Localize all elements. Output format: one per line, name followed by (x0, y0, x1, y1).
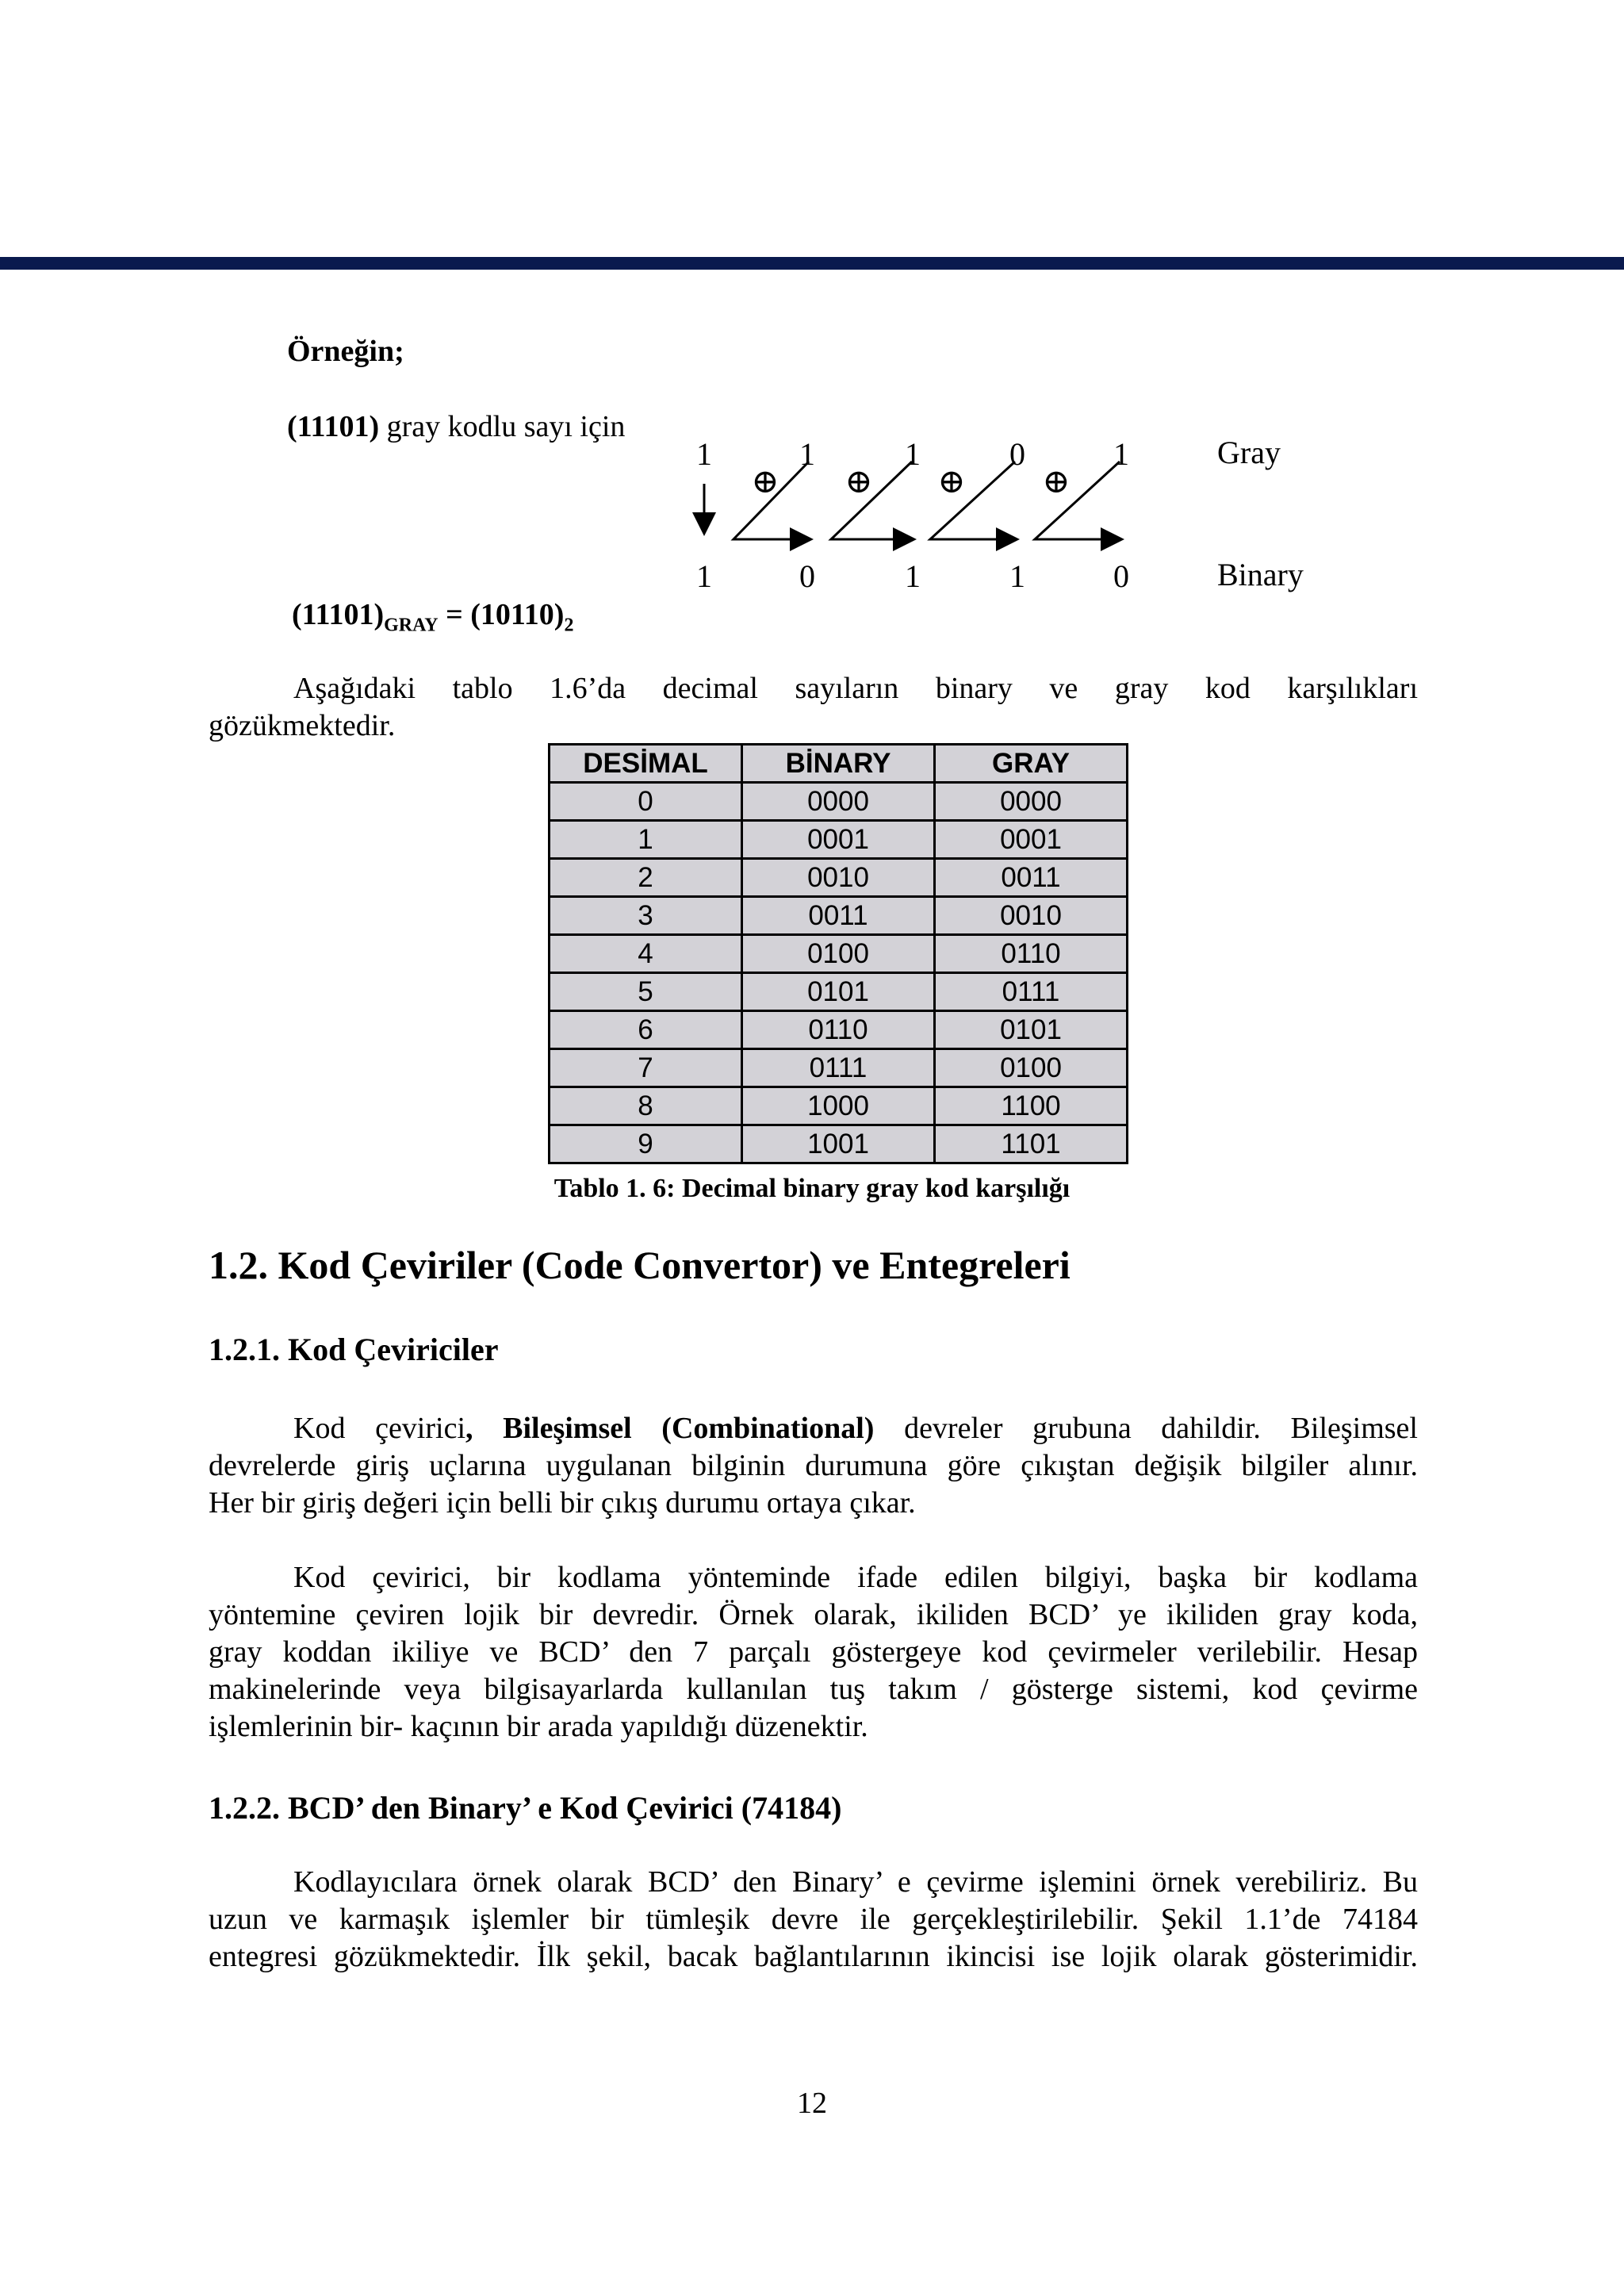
table-caption: Tablo 1. 6: Decimal binary gray kod karşılığı (553, 1174, 1071, 1203)
table-row (550, 973, 1128, 1011)
diagonal-arrow-icon (930, 462, 1015, 539)
table-cell: 0110 (742, 1011, 935, 1049)
xor-icon: ⊕ (937, 464, 966, 500)
section-title: 1.2. Kod Çeviriler (Code Convertor) ve Entegreleri (209, 1243, 1071, 1287)
gray-label: Gray (1217, 435, 1281, 470)
table-cell: 0000 (742, 783, 935, 821)
binary-digit: 0 (799, 558, 815, 594)
example-heading: Örneğin; (287, 335, 404, 368)
diagonal-arrow-icon (1035, 462, 1120, 539)
gray-digit: 0 (1009, 436, 1025, 472)
table-cell: 0101 (742, 973, 935, 1011)
decimal-binary-gray-table (548, 743, 1128, 1164)
table-row (550, 935, 1128, 973)
table-cell: 1000 (742, 1087, 935, 1125)
table-cell: 1 (550, 821, 742, 859)
gray-digit: 1 (696, 436, 712, 472)
page-number: 12 (797, 2087, 827, 2120)
example-intro: (11101) gray kodlu sayı için (287, 410, 626, 443)
conversion-equation: $(11101)_{GRAY} = (10110)_2$ (292, 598, 574, 636)
table-row (550, 1049, 1128, 1087)
table-cell: 0 (550, 783, 742, 821)
table-cell: 0111 (935, 973, 1128, 1011)
table-cell: 0100 (742, 935, 935, 973)
table-cell: 0011 (742, 897, 935, 935)
paragraph-kod-cevirici: Kod çevirici, Bileşimsel (Combinational) devreler grubuna dahildir. Bileşimsel devrelerde giriş uçlarına uygulanan bilginin durumuna göre çıkıştan değişik bilgiler alınır. Her bir giriş değeri için belli bir çıkış durumu ortaya çıkar. (209, 1412, 1418, 1520)
table-cell: 9 (550, 1125, 742, 1163)
column-header: BİNARY (742, 745, 935, 783)
table-cell: 6 (550, 1011, 742, 1049)
table-cell: 8 (550, 1087, 742, 1125)
xor-icon: ⊕ (1042, 464, 1071, 500)
table-row (550, 783, 1128, 821)
diagonal-arrow-icon (831, 462, 912, 539)
binary-digit: 1 (1009, 558, 1025, 594)
binary-digit: 1 (696, 558, 712, 594)
table-cell: 0101 (935, 1011, 1128, 1049)
paragraph-kod-cevirici-tanim: Kod çevirici, bir kodlama yönteminde ifade edilen bilgiyi, başka bir kodlama yöntemine çeviren lojik bir devredir. Örnek olarak, ikiliden BCD’ ye ikiliden gray koda, gray koddan ikiliye ve BCD’ den 7 parçalı göstergeye kod çevirmeler verilebilir. Hesap makinelerinde veya bilgisayarlarda kullanılan tuş takım / gösterge sistemi, kod çevirme işlemlerinin bir- kaçının bir arada yapıldığı düzenektir. (209, 1561, 1418, 1743)
table-cell: 0100 (935, 1049, 1128, 1087)
column-header: DESİMAL (550, 745, 742, 783)
table-cell: 4 (550, 935, 742, 973)
gray-digit: 1 (1113, 436, 1129, 472)
table-cell: 7 (550, 1049, 742, 1087)
table-cell: 0001 (742, 821, 935, 859)
table-row (550, 1087, 1128, 1125)
subsection-title: 1.2.1. Kod Çeviriciler (209, 1332, 499, 1367)
table-cell: 1101 (935, 1125, 1128, 1163)
diagonal-arrow-icon (733, 462, 809, 539)
table-row (550, 859, 1128, 897)
subsection-title: 1.2.2. BCD’ den Binary’ e Kod Çevirici (74184) (209, 1790, 842, 1826)
binary-digit: 0 (1113, 558, 1129, 594)
xor-arrows-svg (0, 0, 1624, 603)
table-cell: 0000 (935, 783, 1128, 821)
table-cell: 0010 (935, 897, 1128, 935)
table-row (550, 897, 1128, 935)
table-cell: 3 (550, 897, 742, 935)
binary-label: Binary (1217, 557, 1304, 592)
table-cell: 0010 (742, 859, 935, 897)
gray-digit: 1 (799, 436, 815, 472)
binary-digit: 1 (905, 558, 921, 594)
table-intro-paragraph: Aşağıdaki tablo 1.6’da decimal sayıların binary ve gray kod karşılıkları gözükmektedir. (209, 672, 1418, 742)
table-cell: 5 (550, 973, 742, 1011)
gray-digit: 1 (905, 436, 921, 472)
xor-icon: ⊕ (751, 464, 779, 500)
table-header-row (550, 745, 1128, 783)
table-row (550, 1011, 1128, 1049)
table-cell: 0001 (935, 821, 1128, 859)
xor-icon: ⊕ (845, 464, 873, 500)
table-row (550, 821, 1128, 859)
table-row (550, 1125, 1128, 1163)
table-cell: 1001 (742, 1125, 935, 1163)
paragraph-bcd-binary: Kodlayıcılara örnek olarak BCD’ den Binary’ e çevirme işlemini örnek verebiliriz. Bu uzun ve karmaşık işlemler bir tümleşik devre ile gerçekleştirilebilir. Şekil 1.1’de 74184 entegresi gözükmektedir. İlk şekil, bacak bağlantılarının ikincisi ise lojik olarak gösterimidir. (209, 1865, 1418, 1973)
table-cell: 0011 (935, 859, 1128, 897)
table-cell: 2 (550, 859, 742, 897)
table-cell: 1100 (935, 1087, 1128, 1125)
table-cell: 0110 (935, 935, 1128, 973)
column-header: GRAY (935, 745, 1128, 783)
table-cell: 0111 (742, 1049, 935, 1087)
